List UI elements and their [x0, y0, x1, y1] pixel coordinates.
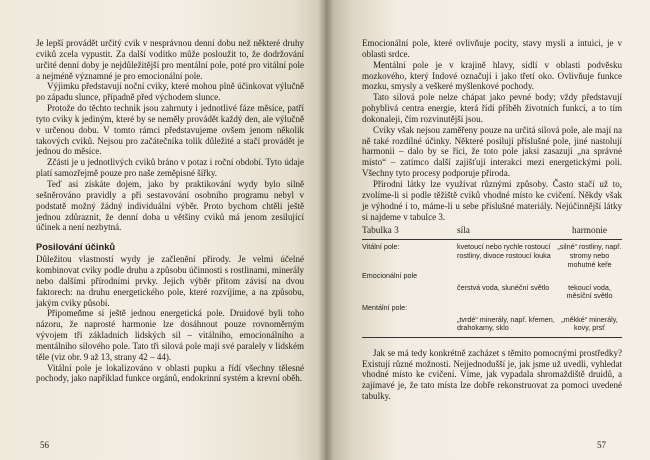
paragraph: Protože do těchto technik jsou zahrnuty i jednotlivé fáze měsíce, patří tyto cviky k jediným, které by se neměly provádět každý den, ale výlučně v určenou dobu. V tomto rámci představujeme ovšem jenom několik takových cviků. Nejsou pro začátečníka tolik důležité a stačí provádět je jednou do měsíce. — [36, 103, 304, 157]
paragraph: Cviky však nejsou zaměřeny pouze na určitá silová pole, ale mají na ně také rozdílné účinky. Některé posilují příslušné pole, jiné nastolují harmonii – dalo by se říci, že toto pole jaksi zasazují „na správné místo“ – zatímco další zajišťují interakci mezi energetickými poli. Všechny tyto procesy podporuje příroda. — [362, 124, 622, 179]
paragraph: Výjimku představují noční cviky, které mohou plně účinkovat výlučně po západu slunce, případně před východem slunce. — [36, 81, 304, 103]
page-number: 57 — [597, 440, 606, 450]
row-label: Emocionální pole — [362, 271, 418, 281]
right-page — [326, 0, 650, 460]
cell-harmonie: tekoucí voda, měsíční světlo — [566, 282, 613, 301]
cell-harmonie — [557, 301, 622, 313]
paragraph: Tato silová pole nelze chápat jako pevné body; vždy představují pohyblivá centra energie, která řídí příběh životních funkcí, a to tím dokonaleji, čím rozvinutější jsou. — [362, 92, 622, 124]
section-heading: Posilování účinků — [36, 242, 116, 253]
paragraph: Důležitou vlastností wydy je začlenění přírody. Je velmi účelné kombinovat cviky podle druhu a způsobu účinnosti s rostlinami, minerály nebo dalšími přírodními prvky. Jejich výběr přitom závisí na dvou faktorech: na druhu energetického pole, které rozvíjíme, a na způsobu, jakým cviky působí. — [36, 254, 304, 308]
table-caption: Tabulka 3 — [362, 226, 457, 240]
table-row — [362, 269, 622, 281]
cell-harmonie: „silné“ rostliny, např. stromy nebo mohutné keře — [557, 242, 622, 269]
table-row — [362, 313, 622, 338]
page-number: 56 — [40, 440, 49, 450]
paragraph: Jak se má tedy konkrétně zacházet s těmito pomocnými prostředky? Existují různé možnosti. Nejjednodušší je, jak jsme už uvedli, vyhledat vhodné místo ke cvičení. Víme, jak vypadala shromaždiště druidů, a zajímavé je, že tato místa lze dobře rekonstruovat za pomoci uvedené tabulky. — [362, 347, 622, 402]
table-row — [362, 240, 622, 269]
table-3 — [362, 226, 622, 337]
paragraph: Přírodní látky lze využívat různými způsoby. Často stačí už to, zvolíme-li si podle těžiště cviků vhodné místo ke cvičení. Někdy však je výhodné i to, máme-li u sebe příslušné materiály. Nejúčinnější látky si najdeme v tabulce 3. — [362, 178, 622, 222]
paragraph: Vitální pole je lokalizováno v oblasti pupku a řídí všechny tělesné pochody, jako například funkce orgánů, endokrinní systém a krevní oběh. — [36, 362, 304, 384]
paragraph: Teď asi získáte dojem, jako by praktikování wydy bylo silně sešněrováno pravidly a při sestavování osobního programu nebyl v podstatě možný žádný individuální výběr. Proto bychom chtěli ještě jednou zdůraznit, že denní doba u většiny cviků má jenom zesilující účinek a není nezbytná. — [36, 178, 304, 233]
cell-sila — [457, 301, 557, 313]
cell-harmonie — [557, 269, 622, 281]
cell-sila: „tvrdé“ minerály, např. křemen, drahokamy, sklo — [457, 313, 557, 338]
table-row — [362, 301, 622, 313]
paragraph: Mentální pole je v krajině hlavy, sídlí v oblasti podvěsku mozkového, který Indové označují i jako třetí oko. Ovlivňuje funkce mozku, smysly a veškeré myšlenkové pochody. — [362, 59, 622, 92]
paragraph: Zčásti je u jednotlivých cviků bráno v potaz i roční období. Tyto údaje platí samozřejmě pouze pro naše zeměpisné šířky. — [36, 157, 304, 179]
cell-sila: čerstvá voda, slunéční světlo — [457, 282, 550, 292]
book-gutter — [318, 0, 334, 460]
column-header-harmonie: harmonie — [557, 226, 622, 240]
row-label: Mentální pole: — [362, 302, 408, 312]
cell-sila: kvetoucí nebo rychle rostoucí rostliny, divoce rostoucí louka — [457, 242, 551, 260]
row-label — [362, 281, 457, 301]
paragraph: Emocionální pole, které ovlivňuje pocity, stavy mysli a intuici, je v oblasti srdce. — [362, 38, 622, 59]
column-header-sila: síla — [457, 226, 557, 240]
paragraph: Je lepší provádět určitý cvik v nesprávnou denní dobu než některé druhy cviků zcela vypustit. Za další vodítko může posloužit to, že dodržování určité denní doby je nejdůležitější pro mentální pole, poté pro vitální pole a nejméně významné je pro emocionální pole. — [36, 38, 304, 81]
table-row — [362, 281, 622, 301]
cell-sila — [457, 269, 557, 281]
row-label: Vitální pole: — [362, 242, 400, 252]
row-label — [362, 313, 457, 338]
cell-harmonie: „měkké“ minerály, kovy, prsť — [557, 313, 622, 338]
paragraph: Připomeňme si ještě jednou energetická pole. Druidové byli toho názoru, že naprosté harmonie lze dosáhnout pouze rovnoměrným vývojem tří základních lidských sil – vitálního, emocionálního a mentálního silového pole. Tato tři silová pole mají své paralely v lidském těle (viz obr. 9 až 13, strany 42 – 44). — [36, 308, 304, 362]
